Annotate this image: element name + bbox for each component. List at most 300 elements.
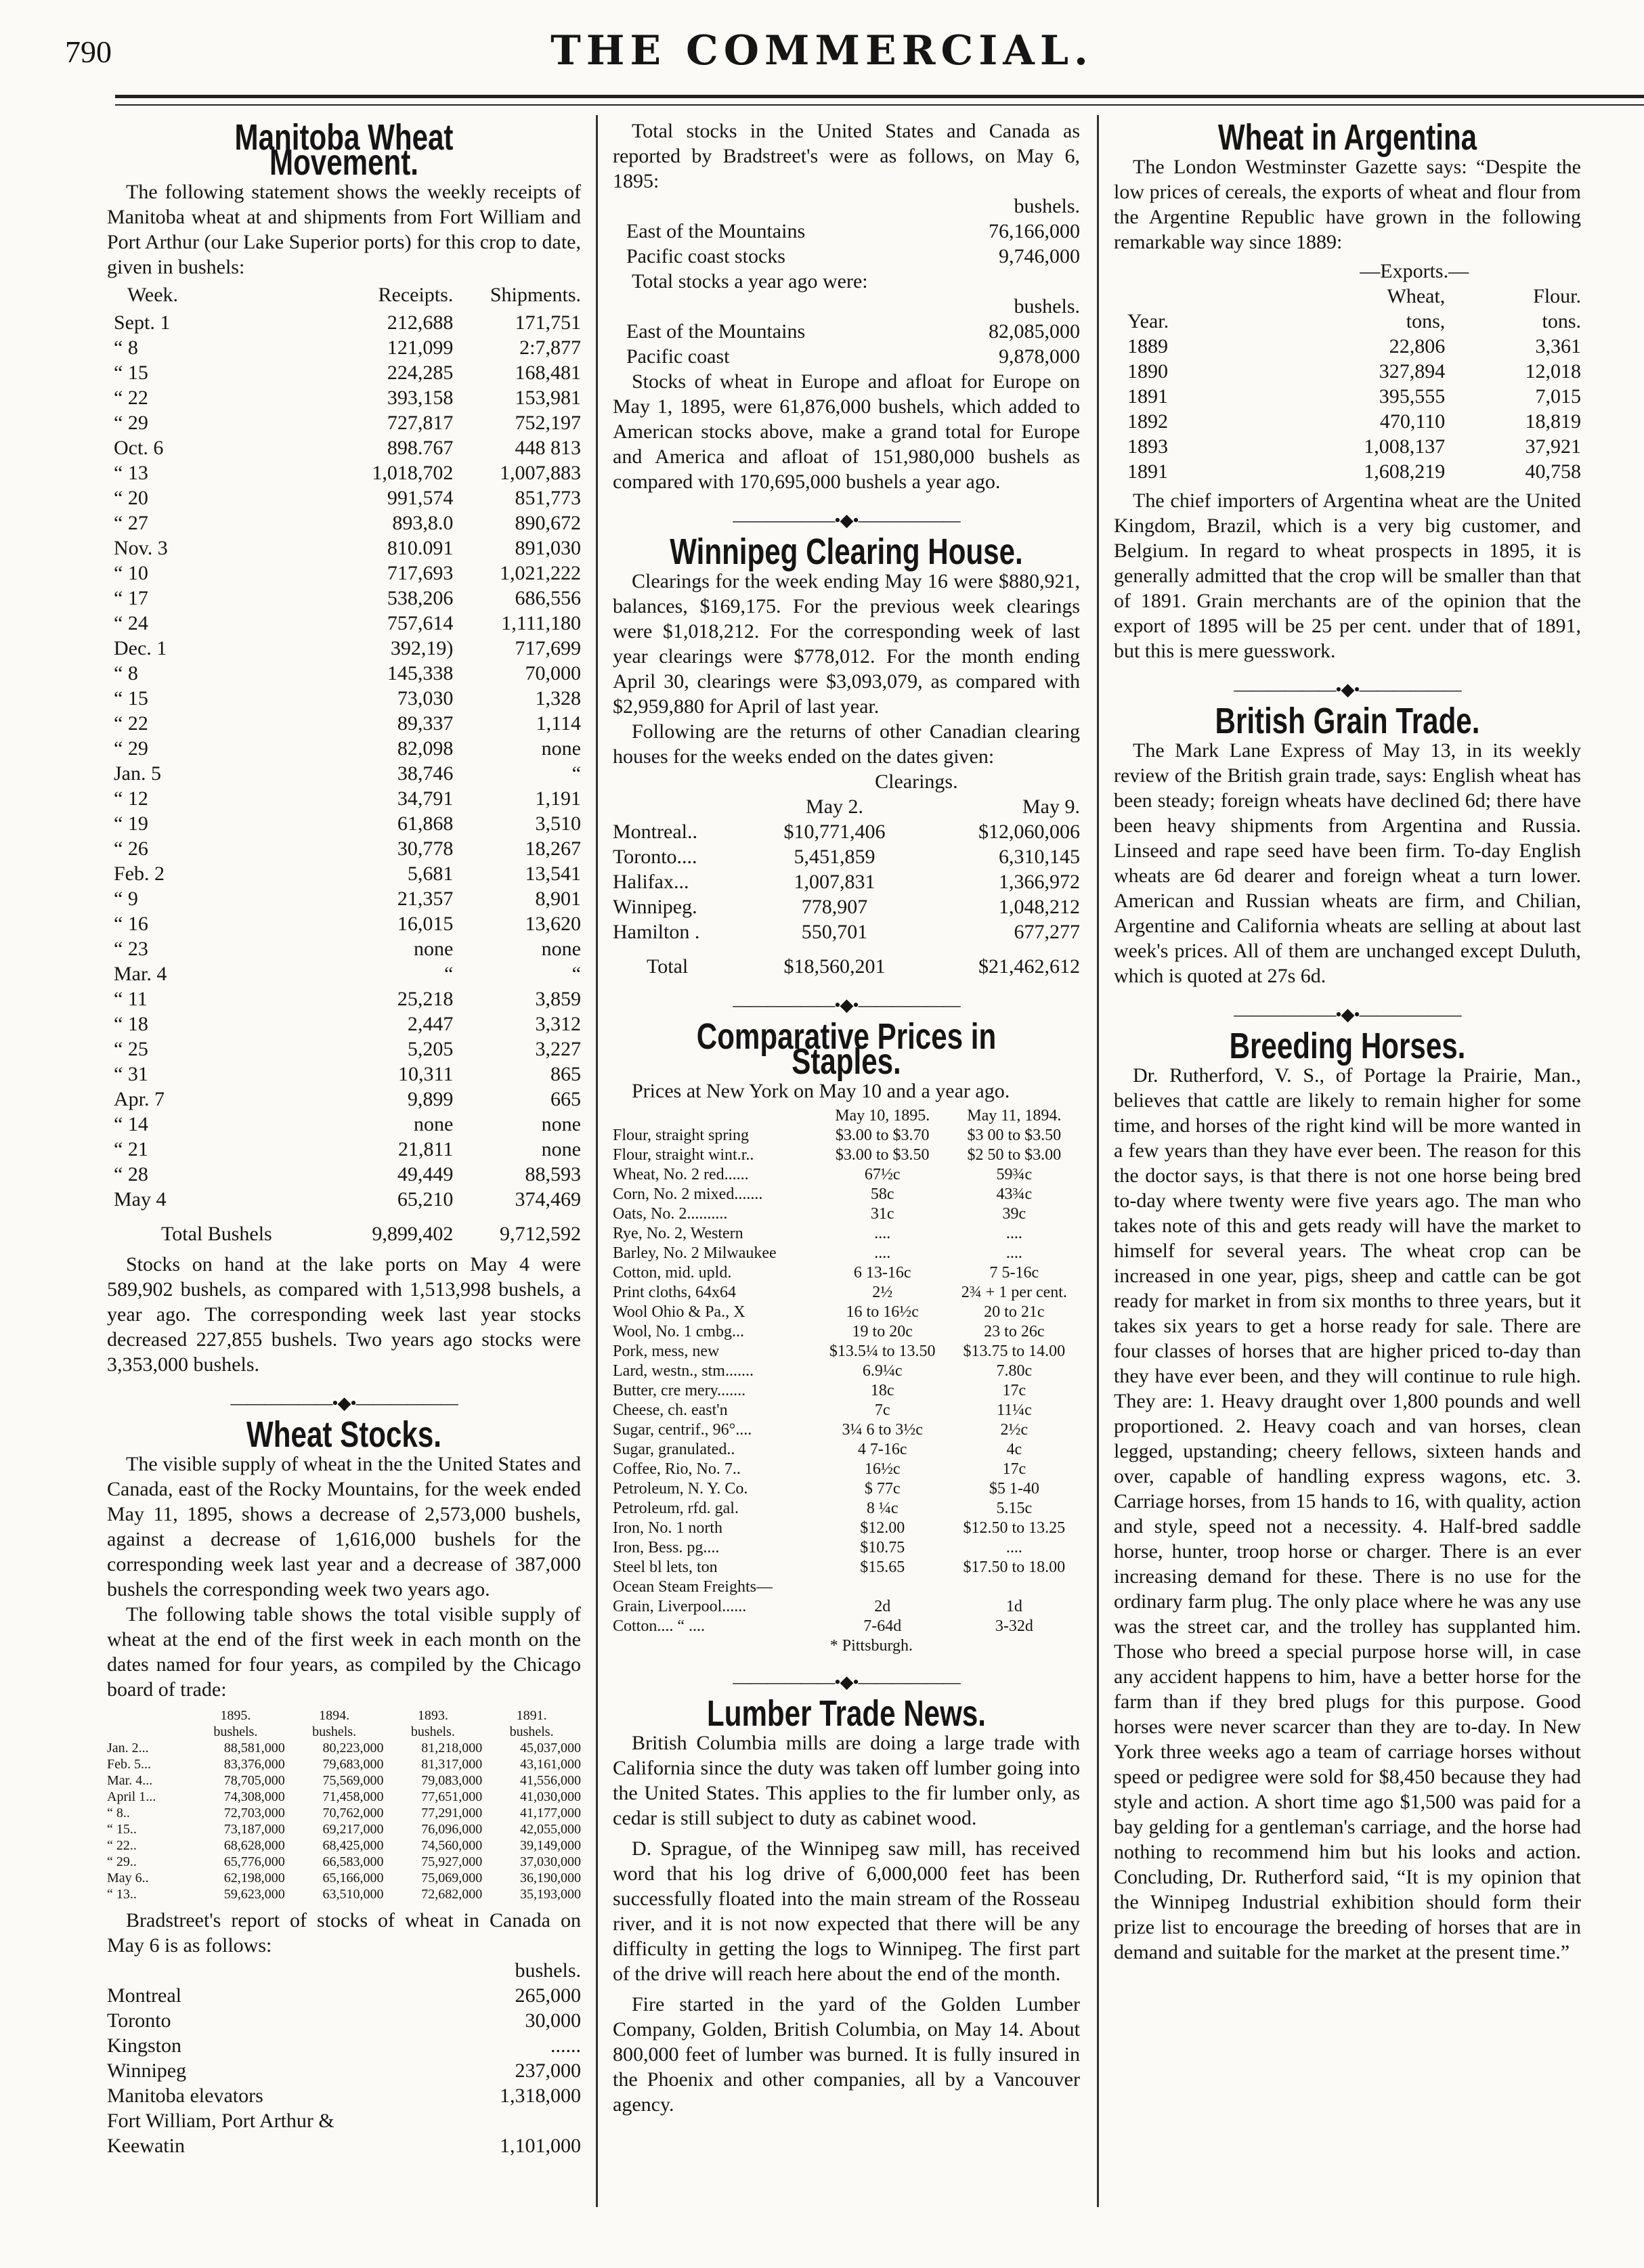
date-cell: Feb. 5... [107,1757,151,1772]
table-row [1114,334,1581,359]
receipts-cell: 25,218 [397,988,454,1010]
table-row [107,410,581,435]
table-row [107,2133,581,2158]
shipments-cell: 717,699 [515,637,581,659]
table-row [613,819,1080,844]
lumber-p2: D. Sprague, of the Winnipeg saw mill, has received word that his log drive of 6,000,000 feet has been successfully floated into the main stream of the Rosseau river, and it is not now expected that there will be any difficulty in getting the logs to Winnipeg. The first part of the drive will reach here about the end of the month. [613,1837,1080,1985]
table-row [613,1263,1080,1283]
value-1895: 74,308,000 [223,1789,285,1804]
unit-header: bushels. [410,1724,455,1739]
table-row [613,1381,1080,1401]
column-2 [613,118,1080,2117]
price-1895: 3¼ 6 to 3½c [842,1421,923,1439]
table-row [107,460,581,485]
price-1894: 7 5-16c [989,1264,1039,1282]
location-cell: Pacific coast [626,345,730,368]
staples-intro: Prices at New York on May 10 and a year ago. [632,1080,1010,1102]
may2-cell: 778,907 [801,896,868,918]
table-row [613,1224,1080,1244]
price-1894: 11¼c [996,1401,1032,1419]
price-1895: 18c [870,1382,894,1399]
value-1895: 88,581,000 [223,1741,285,1755]
bushels-cell: 82,085,000 [989,320,1080,343]
week-cell: Jan. 5 [114,762,161,785]
price-1894: .... [1005,1539,1022,1556]
value-1894: 66,583,000 [322,1854,384,1869]
bushels-cell: 9,746,000 [999,245,1080,267]
receipts-cell: 82,098 [397,737,454,760]
table-row [1114,409,1581,434]
price-1894: 7.80c [996,1362,1033,1380]
table-row [613,1519,1080,1538]
price-1894: 3-32d [995,1617,1033,1635]
table-row [613,1597,1080,1617]
table-row [107,761,581,786]
price-1894: 17c [1002,1382,1026,1399]
location-cell: Winnipeg [107,2059,187,2082]
table-row [107,1011,581,1037]
flour-cell: 12,018 [1525,360,1581,383]
commodity-cell: Cheese, ch. east'n [613,1401,728,1419]
flour-cell: 40,758 [1525,460,1581,483]
week-cell: “ 22 [114,712,148,735]
staples-heading: Comparative Prices in Staples. [696,1016,997,1082]
receipts-cell: 538,206 [387,587,454,609]
wheat-stocks-p1: The visible supply of wheat in the the United States and Canada, east of the Rocky Mountains, for the week ended May 11, 1895, shows a decrease of 2,573,000 bushels, against a decrease of 1,616,000 bushels for the corresponding week last year and a decrease of 387,000 bushels the corresponding week two years ago. [107,1453,581,1600]
col-1895: May 10, 1895. [835,1107,930,1125]
commodity-cell: Flour, straight spring [613,1127,750,1144]
receipts-cell: 5,205 [407,1038,454,1060]
table-row [1114,384,1581,409]
manitoba-table [107,282,581,1246]
may2-cell: $10,771,406 [783,821,886,843]
value-1893: 81,218,000 [421,1741,483,1755]
price-1894: $5 1-40 [989,1480,1039,1498]
may2-cell: 5,451,859 [794,846,875,868]
commodity-cell: Wool Ohio & Pa., X [613,1303,745,1321]
table-row [107,836,581,861]
receipts-cell: 121,099 [387,336,454,359]
price-1895: .... [874,1244,891,1262]
total-may2: $18,560,201 [783,955,886,978]
table-row [107,636,581,661]
value-1893: 76,096,000 [421,1822,483,1837]
table-row [107,1087,581,1112]
visible-supply-table [107,1707,581,1902]
bushels-cell: 76,166,000 [989,220,1080,242]
receipts-cell: 224,285 [387,362,454,384]
us-stocks-after: Stocks of wheat in Europe and afloat for Europe on May 1, 1895, were 61,876,000 bushels, which added to American stocks above, make a grand total for Europe and America and afloat of 151,980,000 bushels as compared with 170,695,000 bushels a year ago. [613,370,1080,493]
table-row [613,844,1080,869]
week-cell: “ 20 [114,487,148,509]
table-row [107,2108,581,2133]
table-row [613,894,1080,919]
section-separator: ——————•◆•—————— [733,510,960,530]
week-cell: “ 29 [114,412,148,434]
week-cell: “ 19 [114,812,148,835]
table-row [107,711,581,736]
table-row [107,1112,581,1137]
table-row [613,1558,1080,1577]
table-row [613,1303,1080,1322]
price-1894: 2¾ + 1 per cent. [961,1284,1067,1301]
value-1893: 79,083,000 [421,1773,483,1788]
city-cell: Hamilton . [613,921,700,943]
week-cell: “ 15 [114,687,148,710]
us-stocks-intro: Total stocks in the United States and Canada as reported by Bradstreet's were as follows, on May 6, 1895: [613,120,1080,192]
flour-cell: 7,015 [1535,385,1581,408]
commodity-cell: Ocean Steam Freights— [613,1578,773,1596]
shipments-cell: none [541,1113,581,1135]
total-label: Total [647,955,689,978]
winnipeg-p2: Following are the returns of other Canadian clearing houses for the weeks ended on the dates given: [613,720,1080,768]
week-cell: Oct. 6 [114,437,164,459]
value-1894: 71,458,000 [322,1789,384,1804]
week-cell: “ 23 [114,938,148,960]
table-row [107,510,581,536]
price-1895: 8 ¼c [866,1500,899,1517]
table-row [613,1244,1080,1263]
top-rule [115,95,1644,98]
shipments-cell: 13,620 [525,913,581,935]
price-1895: 58c [870,1185,894,1203]
unit-header: bushels. [213,1724,258,1739]
unit-header: bushels. [509,1724,554,1739]
may9-cell: 1,366,972 [999,871,1080,893]
bushels-cell: 1,101,000 [500,2135,581,2157]
table-row [107,485,581,510]
table-row [107,561,581,586]
receipts-cell: 392,19) [390,637,454,659]
section-separator: ——————•◆•—————— [230,1393,458,1413]
table-row [107,1821,581,1837]
british-heading: British Grain Trade. [1215,701,1480,741]
commodity-cell: Steel bl lets, ton [613,1558,718,1576]
receipts-cell: 16,015 [397,913,454,935]
commodity-cell: Print cloths, 64x64 [613,1284,737,1301]
receipts-cell: none [414,938,454,960]
table-row [613,1617,1080,1636]
value-1891: 41,556,000 [520,1773,581,1788]
shipments-cell: 88,593 [525,1163,581,1185]
value-1894: 69,217,000 [322,1822,384,1837]
value-1891: 45,037,000 [520,1741,581,1755]
year-ago-label: Total stocks a year ago were: [632,270,868,292]
table-row [613,244,1080,269]
receipts-cell: 30,778 [397,837,454,860]
shipments-cell: 3,510 [535,812,581,835]
table-row [613,1479,1080,1499]
price-1894: $17.50 to 18.00 [963,1558,1066,1576]
week-cell: “ 26 [114,837,148,860]
price-1895: 2½ [872,1284,893,1301]
city-cell: Halifax... [613,871,689,893]
unit-flour: tons. [1542,310,1581,332]
year-cell: 1889 [1127,335,1168,357]
date-cell: April 1... [107,1789,156,1804]
price-1895: $15.65 [860,1558,905,1576]
shipments-cell: 890,672 [515,512,581,534]
commodity-cell: Pork, mess, new [613,1343,720,1360]
value-1891: 37,030,000 [520,1854,581,1869]
table-row [107,936,581,961]
table-row [107,686,581,711]
price-1895: 16½c [864,1460,901,1478]
argentina-intro: The London Westminster Gazette says: “Despite the low prices of cereals, the exports of wheat and flour from the Argentine Republic have grown in the following remarkable way since 1889: [1114,156,1581,253]
price-1895: 4 7-16c [857,1441,907,1458]
unit-label: bushels. [1014,195,1080,217]
section-separator: ——————•◆•—————— [1234,680,1461,699]
table-row [107,310,581,335]
price-1894: 43¾c [996,1185,1033,1203]
commodity-cell: Oats, No. 2.......... [613,1205,728,1223]
table-row [107,1886,581,1902]
year-cell: 1892 [1127,410,1168,433]
winnipeg-heading: Winnipeg Clearing House. [670,531,1023,572]
total-label: Total Bushels [161,1223,272,1245]
col-wheat: Wheat, [1387,285,1446,307]
table-row [107,886,581,911]
commodity-cell: Cotton, mid. upld. [613,1264,732,1282]
shipments-cell: 8,901 [535,888,581,910]
commodity-cell: Cotton.... “ .... [613,1617,705,1635]
table-row [107,1740,581,1756]
col-year: Year. [1127,310,1169,332]
argentina-after: The chief importers of Argentina wheat are the United Kingdom, Brazil, which is a very big customer, and Belgium. In regard to wheat prospects in 1895, it is generally admitted that the crop will be smaller than that of 1891. Grain merchants are of the opinion that the export of 1895 will be 25 per cent. under that of 1891, but this is mere guesswork. [1114,489,1581,662]
table-row [107,611,581,636]
year-header: 1894. [319,1708,350,1723]
week-cell: “ 25 [114,1038,148,1060]
value-1894: 63,510,000 [322,1887,384,1902]
bushels-cell [456,2108,581,2133]
table-row [107,385,581,410]
table-row [613,1420,1080,1440]
week-cell: May 4 [114,1188,167,1211]
receipts-cell: 65,210 [397,1188,454,1211]
price-1895: $12.00 [860,1519,905,1537]
receipts-cell: 9,899 [407,1088,454,1110]
table-row [107,2058,581,2083]
year-cell: 1893 [1127,435,1168,458]
price-1894: .... [1005,1244,1022,1262]
price-1895: 7-64d [863,1617,902,1635]
receipts-cell: 898.767 [387,437,454,459]
manitoba-heading: Manitoba Wheat Movement. [234,117,454,183]
week-cell: “ 14 [114,1113,148,1135]
date-cell: May 6.. [107,1871,149,1885]
shipments-cell: 1,114 [536,712,581,735]
commodity-cell: Petroleum, N. Y. Co. [613,1480,748,1498]
masthead: THE COMMERCIAL. [550,27,1094,74]
commodity-cell: Grain, Liverpool...... [613,1598,747,1615]
value-1894: 79,683,000 [322,1757,384,1772]
table-row [613,344,1080,369]
price-1894 [949,1577,1080,1597]
table-row [613,869,1080,894]
receipts-cell: 727,817 [387,412,454,434]
week-cell: Dec. 1 [114,637,167,659]
date-cell: Jan. 2... [107,1741,149,1755]
exports-label: —Exports.— [1360,260,1469,282]
shipments-cell: “ [571,963,581,985]
price-1895: $10.75 [860,1539,905,1556]
bradstreet-intro: Bradstreet's report of stocks of wheat in Canada on May 6 is as follows: [107,1909,581,1957]
location-cell: Manitoba elevators [107,2085,263,2107]
year-cell: 1891 [1127,385,1168,408]
table-row [107,335,581,360]
staples-footnote: * Pittsburgh. [829,1637,913,1655]
shipments-cell: 2:7,877 [519,336,581,359]
col-week: Week. [127,284,179,306]
price-1894: 4c [1006,1441,1022,1458]
city-cell: Montreal.. [613,821,697,843]
flour-cell: 37,921 [1525,435,1581,458]
shipments-cell: 665 [550,1088,581,1110]
value-1894: 68,425,000 [322,1838,384,1853]
table-row [613,1204,1080,1224]
commodity-cell: Coffee, Rio, No. 7.. [613,1460,741,1478]
shipments-cell: “ [571,762,581,785]
shipments-cell: 1,111,180 [501,612,581,634]
price-1894: 2½c [1000,1421,1029,1439]
wheat-cell: 395,555 [1379,385,1446,408]
year-cell: 1890 [1127,360,1168,383]
may2-cell: 1,007,831 [794,871,875,893]
argentina-heading: Wheat in Argentina [1217,117,1477,158]
commodity-cell: Iron, Bess. pg.... [613,1539,720,1556]
bushels-cell: 9,878,000 [999,345,1080,368]
manitoba-after: Stocks on hand at the lake ports on May 4 were 589,902 bushels, as compared with 1,513,998 bushels, a year ago. The corresponding week last year stocks decreased 227,855 bushels. Two years ago stocks were 3,353,000 bushels. [107,1253,581,1376]
table-row [107,2008,581,2033]
price-1894: $12.50 to 13.25 [963,1519,1066,1537]
total-receipts: 9,899,402 [372,1223,454,1245]
location-cell: Keewatin [107,2135,185,2157]
wheat-stocks-p2: The following table shows the total visible supply of wheat at the end of the first week in each month on the dates named for four years, as compiled by the Chicago board of trade: [107,1603,581,1701]
table-row [107,736,581,761]
total-may9: $21,462,612 [978,955,1080,978]
wheat-cell: 327,894 [1379,360,1446,383]
price-1895: $3.00 to $3.70 [835,1127,930,1144]
receipts-cell: “ [444,963,454,985]
week-cell: “ 28 [114,1163,148,1185]
table-row [613,1185,1080,1204]
date-cell: “ 8.. [107,1806,130,1820]
bushels-cell: 237,000 [515,2059,581,2082]
table-row [1114,434,1581,459]
value-1895: 83,376,000 [223,1757,285,1772]
may9-cell: 1,048,212 [999,896,1080,918]
value-1891: 39,149,000 [520,1838,581,1853]
price-1895: 67½c [864,1166,901,1183]
week-cell: Feb. 2 [114,863,165,885]
bushels-cell: ...... [550,2034,581,2057]
table-row [613,1361,1080,1381]
table-row [107,360,581,385]
table-row [107,961,581,986]
value-1891: 41,177,000 [520,1806,581,1820]
price-1895: $13.5¼ to 13.50 [829,1343,936,1360]
shipments-cell: 891,030 [515,537,581,559]
price-1895: 19 to 20c [852,1323,913,1340]
week-cell: “ 10 [114,562,148,584]
receipts-cell: 991,574 [387,487,454,509]
may9-cell: 677,277 [1014,921,1080,943]
wheat-stocks-heading: Wheat Stocks. [246,1414,441,1455]
week-cell: “ 31 [114,1063,148,1085]
location-cell: Fort William, Port Arthur & [107,2110,334,2132]
table-row [107,2083,581,2108]
commodity-cell: Lard, westn., stm....... [613,1362,754,1380]
table-row [107,911,581,936]
table-row [107,1789,581,1805]
col-receipts: Receipts. [378,284,454,306]
value-1893: 81,317,000 [421,1757,483,1772]
receipts-cell: 2,447 [407,1013,454,1035]
price-1895: 16 to 16½c [846,1303,919,1321]
table-row [107,435,581,460]
table-row [613,1577,1080,1597]
price-1895: .... [874,1225,891,1242]
shipments-cell: 752,197 [515,412,581,434]
price-1895: 6.9¼c [862,1362,903,1380]
commodity-cell: Wool, No. 1 cmbg... [613,1323,745,1340]
table-row [613,919,1080,944]
table-row [107,586,581,611]
value-1891: 43,161,000 [520,1757,581,1772]
value-1893: 75,927,000 [421,1854,483,1869]
column-divider [1097,115,1099,2207]
table-row [613,1538,1080,1558]
shipments-cell: 1,021,222 [500,562,581,584]
date-cell: Mar. 4... [107,1773,153,1788]
section-separator: ——————•◆•—————— [733,1672,960,1692]
commodity-cell: Iron, No. 1 north [613,1519,722,1537]
value-1894: 75,569,000 [322,1773,384,1788]
table-row [107,1983,581,2008]
week-cell: “ 8 [114,336,138,359]
lumber-p1: British Columbia mills are doing a large trade with California since the duty was taken off lumber going into the United States. This applies to the fir lumber only, as cedar is still subject to duty as cabinet wood. [613,1732,1080,1829]
wheat-cell: 1,008,137 [1364,435,1446,458]
location-cell: East of the Mountains [626,220,806,242]
value-1893: 77,651,000 [421,1789,483,1804]
week-cell: “ 24 [114,612,148,634]
shipments-cell: 153,981 [515,387,581,409]
canada-stocks-table [107,1958,581,2158]
week-cell: “ 18 [114,1013,148,1035]
receipts-cell: 21,811 [397,1138,454,1160]
price-1895: $ 77c [864,1480,901,1498]
commodity-cell: Flour, straight wint.r.. [613,1146,754,1164]
shipments-cell: 865 [550,1063,581,1085]
section-separator: ——————•◆•—————— [733,995,960,1015]
table-row [107,811,581,836]
receipts-cell: 49,449 [397,1163,454,1185]
commodity-cell: Barley, No. 2 Milwaukee [613,1244,777,1262]
receipts-cell: 893,8.0 [392,512,454,534]
wheat-cell: 1,608,219 [1364,460,1446,483]
table-row [613,1342,1080,1361]
price-1894: 20 to 21c [984,1303,1045,1321]
receipts-cell: 1,018,702 [372,462,454,484]
horses-heading: Breeding Horses. [1229,1026,1466,1066]
city-cell: Winnipeg. [613,896,697,918]
horses-p1: Dr. Rutherford, V. S., of Portage la Prairie, Man., believes that cattle are likely to remain higher for some time, and horses of the right kind will be more wanted in a few years than they have ever been. The reason for this the doctor says, is that there is not one horse being bred to-day where twenty were five years ago. The man who takes note of this and gets ready will have the market to himself for several years. The wheat crop can be increased in one year, pigs, sheep and cattle can be got ready for market in from six months to three years, but it takes six years to get a horse ready for sale. There are four classes of horses that are higher priced to-day than they have ever been, and they will continue to rule high. They are: 1. Heavy draught over 1,800 pounds and well proportioned. 2. Heavy coach and van horses, clean legged, upstanding; cheery fellows, sixteen hands and over, capable of handling express wagons, etc. 3. Carriage horses, from 15 hands to 16, with quality, action and style, speed not a necessity. 4. Half-bred saddle horse, hunter, troop horse or charger. There is an ever increasing demand for these. There is no use for the ordinary farm plug. The only place where he was any use was the street car, and the trolley has supplanted him. Those who breed a special purpose horse will, in case any accident happens to him, have a better horse for the farm than if they bred plugs for this purpose. Good horses were never scarcer than they are to-day. In New York three weeks ago a team of carriage horses without speed or pedigree were sold for $8,450 because they had style and action. A short time ago $1,500 was paid for a bay gelding for a gentleman's carriage, and the horse had nothing to recommend him but his looks and action. Concluding, Dr. Rutherford said, “It is my opinion that the Winnipeg Industrial exhibition should form their prize list to encourage the breeding of horses that are in demand and suitable for the market at the present time.” [1114,1064,1581,1963]
shipments-cell: 13,541 [525,863,581,885]
week-cell: “ 15 [114,362,148,384]
date-cell: “ 15.. [107,1822,137,1837]
price-1895: $3.00 to $3.50 [835,1146,930,1164]
table-row [107,1870,581,1886]
